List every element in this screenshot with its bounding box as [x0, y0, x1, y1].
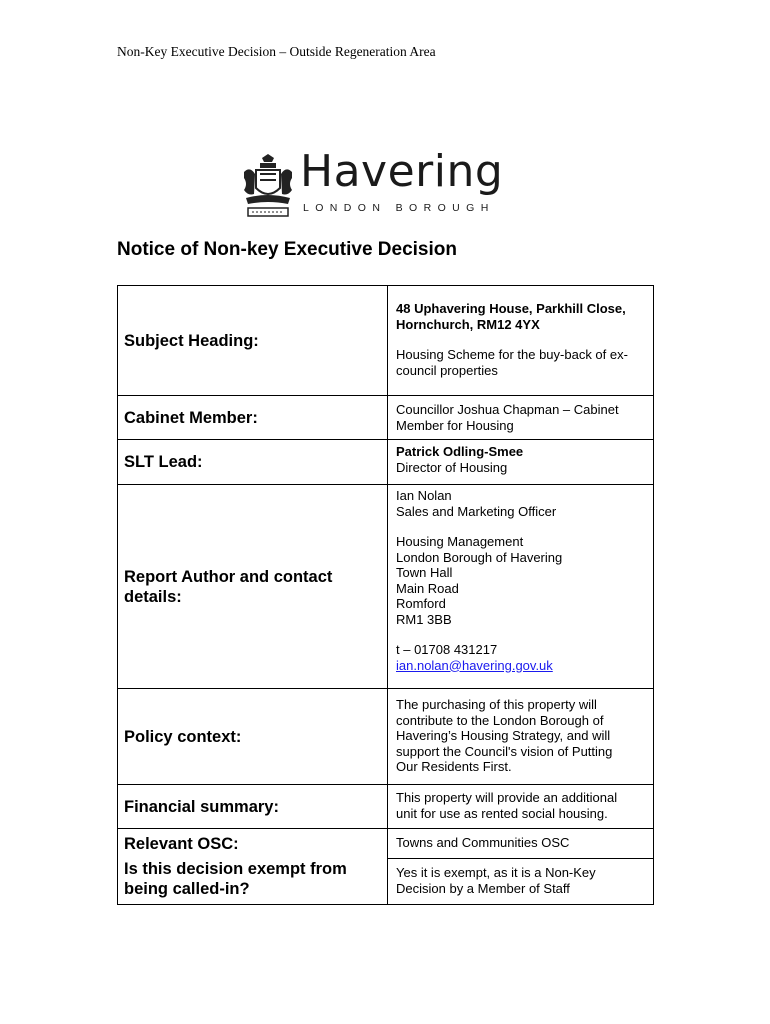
policy-context-value	[388, 689, 654, 785]
row-relevant-osc	[118, 829, 654, 859]
financial-summary-label: Financial summary:	[118, 785, 388, 829]
report-author-label-line: details:	[124, 587, 182, 606]
call-in-exempt-label	[118, 859, 388, 905]
policy-line: contribute to the London Borough of	[396, 712, 604, 728]
row-report-author	[118, 485, 654, 689]
cabinet-member-label: Cabinet Member:	[118, 396, 388, 440]
call-in-exempt-line: Decision by a Member of Staff	[396, 880, 570, 896]
author-phone: t – 01708 431217	[396, 642, 498, 657]
author-address-line: Romford	[396, 596, 446, 611]
cabinet-member-line: Member for Housing	[396, 417, 514, 433]
subject-description-line: Housing Scheme for the buy-back of ex-	[396, 347, 628, 362]
row-cabinet-member	[118, 396, 654, 440]
logo-subtitle: LONDON BOROUGH	[303, 202, 495, 214]
call-in-exempt-label-line: Is this decision exempt from	[124, 859, 347, 878]
subject-label: Subject Heading:	[118, 286, 388, 396]
financial-line: unit for use as rented social housing.	[396, 805, 608, 821]
financial-summary-value	[388, 785, 654, 829]
row-subject	[118, 286, 654, 396]
cabinet-member-value	[388, 396, 654, 440]
subject-value	[388, 286, 654, 396]
report-author-label-line: Report Author and contact	[124, 567, 333, 586]
financial-line: This property will provide an additional	[396, 790, 618, 805]
row-financial-summary	[118, 785, 654, 829]
author-address-line: London Borough of Havering	[396, 549, 563, 565]
policy-line: Our Residents First.	[396, 759, 512, 774]
slt-lead-value	[388, 440, 654, 485]
call-in-exempt-label-line: being called-in?	[124, 879, 250, 898]
borough-crest-icon	[240, 154, 296, 218]
page-title: Notice of Non-key Executive Decision	[117, 239, 457, 260]
document-header: Non-Key Executive Decision – Outside Regeneration Area	[117, 44, 436, 59]
report-author-value	[388, 485, 654, 689]
slt-lead-name: Patrick Odling-Smee	[396, 444, 524, 459]
policy-context-label: Policy context:	[118, 689, 388, 785]
row-call-in-exempt	[118, 859, 654, 905]
decision-table	[117, 285, 654, 905]
subject-address-line: 48 Uphavering House, Parkhill Close,	[396, 301, 626, 316]
author-email-link[interactable]: ian.nolan@havering.gov.uk	[396, 657, 553, 673]
slt-lead-role: Director of Housing	[396, 459, 508, 475]
author-address-line: RM1 3BB	[396, 611, 452, 627]
call-in-exempt-line: Yes it is exempt, as it is a Non-Key	[396, 865, 596, 880]
slt-lead-label: SLT Lead:	[118, 440, 388, 485]
author-address-line: Town Hall	[396, 565, 453, 580]
relevant-osc-value: Towns and Communities OSC	[388, 829, 654, 859]
row-slt-lead	[118, 440, 654, 485]
relevant-osc-label: Relevant OSC:	[118, 829, 388, 859]
subject-description-line: council properties	[396, 362, 498, 378]
policy-line: The purchasing of this property will	[396, 697, 597, 712]
author-address-line: Main Road	[396, 580, 459, 596]
report-author-label	[118, 485, 388, 689]
author-address-line: Housing Management	[396, 534, 524, 549]
call-in-exempt-value	[388, 859, 654, 905]
author-name: Ian Nolan	[396, 488, 452, 503]
row-policy-context	[118, 689, 654, 785]
policy-line: Havering’s Housing Strategy, and will	[396, 728, 611, 743]
policy-line: support the Council's vision of Putting	[396, 743, 613, 759]
logo-wordmark: Havering	[300, 146, 504, 197]
havering-logo	[240, 146, 530, 222]
cabinet-member-line: Councillor Joshua Chapman – Cabinet	[396, 402, 619, 417]
author-role: Sales and Marketing Officer	[396, 503, 557, 519]
subject-address-line: Hornchurch, RM12 4YX	[396, 316, 540, 332]
